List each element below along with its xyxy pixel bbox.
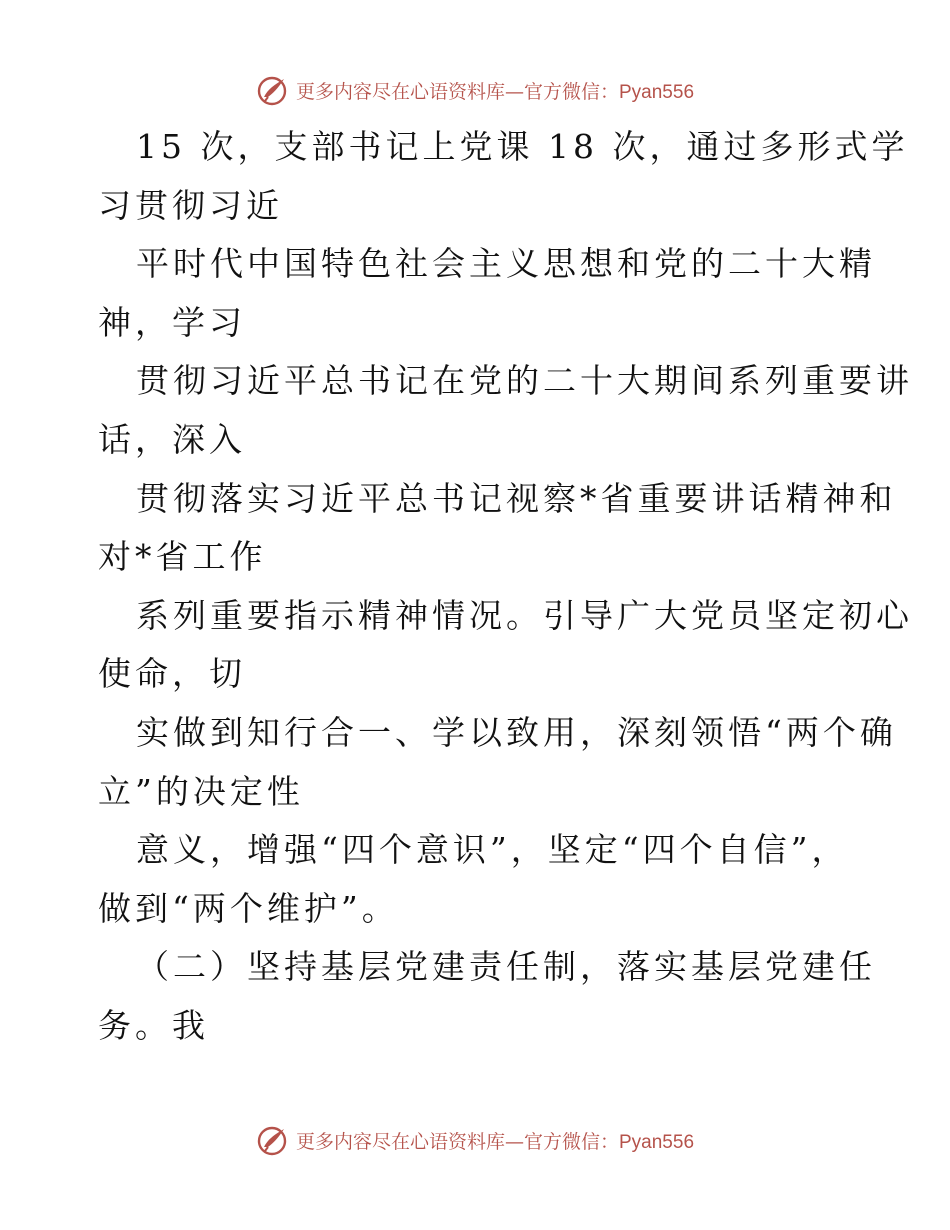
brush-logo-icon — [256, 73, 290, 107]
body-line: 做到“两个维护”。 — [98, 888, 399, 928]
body-line: 贯彻习近平总书记在党的二十大期间系列重要讲 — [136, 361, 913, 401]
section-heading-line: （二）坚持基层党建责任制，落实基层党建任 — [136, 947, 876, 987]
body-line: 习贯彻习近 — [98, 185, 283, 225]
footer-wechat-id: Pyan556 — [619, 1131, 695, 1153]
document-body — [98, 118, 913, 1056]
brush-logo-icon — [256, 1123, 290, 1157]
body-line: 实做到知行合一、学以致用，深刻领悟“两个确 — [136, 712, 897, 752]
body-line: 使命，切 — [98, 654, 246, 694]
footer-banner-text: 更多内容尽在心语资料库—官方微信：Pyan556 — [295, 1130, 695, 1153]
body-line: 15 次，支部书记上党课 18 次，通过多形式学 — [136, 127, 909, 166]
body-line: 系列重要指示精神情况。引导广大党员坚定初心 — [136, 595, 913, 635]
body-line: 立”的决定性 — [98, 771, 304, 811]
header-banner-text: 更多内容尽在心语资料库—官方微信：Pyan556 — [295, 80, 695, 103]
body-line: 神，学习 — [98, 302, 246, 342]
body-line: 意义，增强“四个意识”，坚定“四个自信”， — [136, 830, 849, 870]
header-wechat-id: Pyan556 — [619, 81, 695, 103]
body-line: 平时代中国特色社会主义思想和党的二十大精 — [136, 244, 876, 284]
body-line: 对*省工作 — [98, 537, 267, 577]
body-line: 贯彻落实习近平总书记视察*省重要讲话精神和 — [136, 478, 897, 518]
header-banner — [0, 70, 950, 110]
body-line: 话，深入 — [98, 419, 246, 459]
body-line: 务。我 — [98, 1005, 209, 1045]
footer-banner — [0, 1120, 950, 1160]
